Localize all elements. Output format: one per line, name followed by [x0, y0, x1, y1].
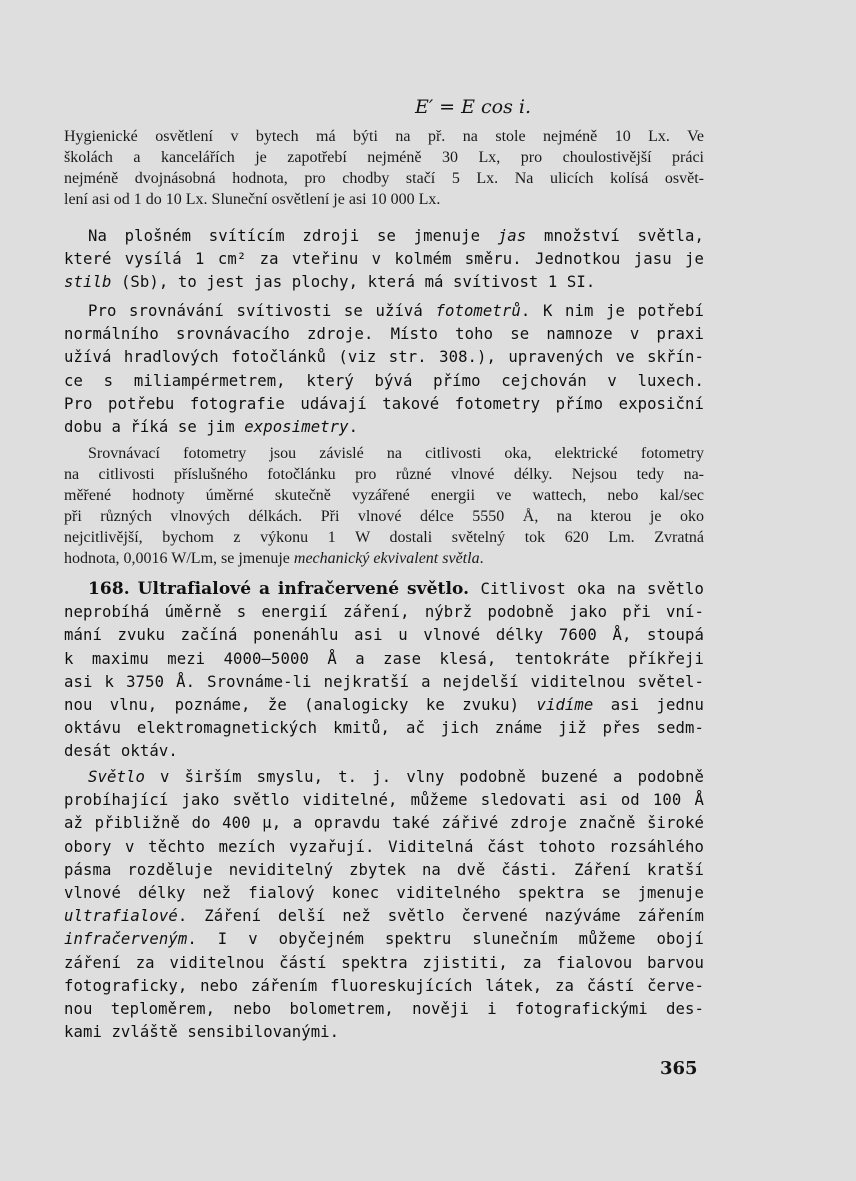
text-line: hodnota, 0,0016 W/Lm, se jmenuje mechanický ekvivalent světla. — [64, 550, 484, 567]
section-heading: 168. Ultrafialové a infračervené světlo. — [88, 579, 470, 599]
formula: E′ = E cos i. — [414, 96, 532, 118]
text-line: Pro potřebu fotografie udávají takové fotometry přímo exposiční — [64, 394, 704, 413]
text-line: oktávu elektromagnetických kmitů, ač jich známe již přes sedm- — [64, 719, 704, 738]
paragraph-comparative-photometers — [64, 443, 704, 569]
section-168 — [64, 578, 704, 764]
term-svetlo: Světlo — [88, 768, 145, 786]
term-vidime: vidíme — [536, 695, 594, 714]
text-line: kami zvláště sensibilovanými. — [64, 1023, 340, 1042]
text-line: mání zvuku začíná ponenáhlu asi u vlnové délky 7600 Å, stoupá — [64, 626, 704, 645]
text-line: nejcitlivější, bychom z výkonu 1 W dostali světelný tok 620 Lm. Zvratná — [64, 529, 704, 546]
text-line: na citlivosti příslušného fotočlánku pro různé vlnové délky. Nejsou tedy na- — [64, 466, 704, 483]
text-line: záření za viditelnou částí spektra zjistiti, za fialovou barvou — [64, 953, 704, 972]
paragraph-luminance — [64, 225, 704, 295]
term-fotometru: fotometrů — [435, 302, 521, 320]
term-infracervenym: infračerveným — [64, 930, 188, 949]
text-line: obory v těchto mezích vyzařují. Viditelná část tohoto rozsáhlého — [64, 837, 704, 856]
text-line: desát oktáv. — [64, 742, 178, 761]
text-line: neprobíhá úměrně s energií záření, nýbrž podobně jako při vní- — [64, 603, 704, 622]
text-line: které vysílá 1 cm² za vteřinu v kolmém směru. Jednotkou jasu je — [64, 250, 704, 269]
text-line: Srovnávací fotometry jsou závislé na citlivosti oka, elektrické fotometry — [88, 445, 704, 462]
text-line: Světlo v širším smyslu, t. j. vlny podobně buzené a podobně — [88, 768, 704, 786]
text-line: normálního srovnávacího zdroje. Místo toho se namnoze v praxi — [64, 325, 704, 344]
text-line: nou vlnu, poznáme, že (analogicky ke zvuku) vidíme asi jednu — [64, 695, 704, 714]
text-line: Pro srovnávání svítivosti se užívá fotometrů. K nim je potřebí — [88, 302, 704, 320]
text-line: Na plošném svítícím zdroji se jmenuje jas množství světla, — [88, 227, 704, 245]
text-line: ce s miliampérmetrem, který bývá přímo cejchován v luxech. — [64, 371, 704, 390]
text-line: při různých vlnových délkách. Při vlnové délce 5550 Å, na kterou je oko — [64, 508, 704, 525]
text-line: lení asi od 1 do 10 Lx. Sluneční osvětlení je asi 10 000 Lx. — [64, 191, 441, 208]
text-line: nejméně dvojnásobná hodnota, pro chodby stačí 5 Lx. Na ulicích kolísá osvět- — [64, 170, 704, 187]
text-line: nou teploměrem, nebo bolometrem, nověji i fotografickými des- — [64, 999, 704, 1018]
text-line: měřené hodnoty úměrné skutečně vyzářené energii ve wattech, nebo kal/sec — [64, 487, 704, 504]
text-line: dobu a říká se jim exposimetry. — [64, 417, 359, 436]
text-line: ultrafialové. Záření delší než světlo červené nazýváme zářením — [64, 907, 704, 926]
text-line: stilb (Sb), to jest jas plochy, která má svítivost 1 SI. — [64, 273, 596, 292]
text-line: infračerveným. I v obyčejném spektru slunečním můžeme obojí — [64, 930, 704, 949]
paragraph-light-broad-sense — [64, 766, 704, 1044]
text-line: fotograficky, nebo zářením fluoreskujících látek, za částí červe- — [64, 976, 704, 995]
term-stilb: stilb — [64, 273, 112, 292]
text-line: probíhající jako světlo viditelné, můžeme sledovati asi od 100 Å — [64, 791, 704, 810]
paragraph-photometers — [64, 300, 704, 439]
paragraph-hygienic-lighting — [64, 126, 704, 210]
term-exposimetry: exposimetry — [244, 417, 349, 436]
page-number: 365 — [660, 1058, 698, 1079]
text-line: až přibližně do 400 μ, a opravdu také zářivé zdroje značně široké — [64, 814, 704, 833]
term-jas: jas — [497, 227, 527, 245]
term-mechanical-equivalent: mechanický ekvivalent světla — [293, 550, 480, 567]
text-line: pásma rozděluje neviditelný zbytek na dvě části. Záření kratší — [64, 860, 704, 879]
text-line: Hygienické osvětlení v bytech má býti na př. na stole nejméně 10 Lx. Ve — [64, 128, 704, 145]
text-line: vlnové délky než fialový konec viditelného spektra se jmenuje — [64, 883, 704, 902]
text-line: 168. Ultrafialové a infračervené světlo. Citlivost oka na světlo — [88, 579, 704, 599]
text-line: asi k 3750 Å. Srovnáme-li nejkratší a nejdelší viditelnou světel- — [64, 672, 704, 691]
term-ultrafialove: ultrafialové — [64, 907, 178, 926]
text-line: školách a kancelářích je zapotřebí nejméně 30 Lx, pro choulostivější práci — [64, 149, 704, 166]
text-line: užívá hradlových fotočlánků (viz str. 308.), upravených ve skřín- — [64, 348, 704, 367]
text-line: k maximu mezi 4000—5000 Å a zase klesá, tentokráte příkřeji — [64, 649, 704, 668]
